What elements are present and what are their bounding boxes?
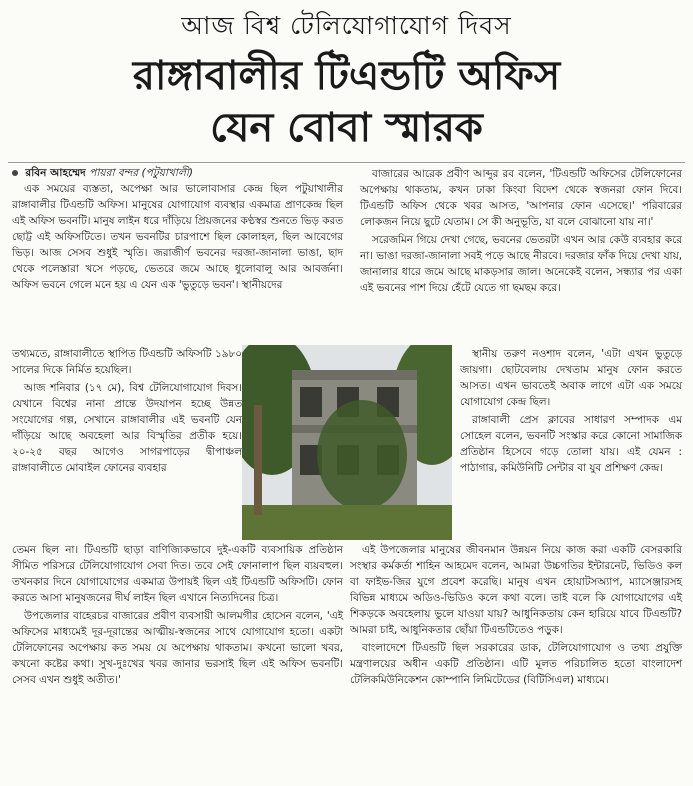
column-1-bottom	[12, 542, 343, 690]
column-1-top	[12, 181, 343, 295]
paragraph: বাংলাদেশে টিএন্ডটি ছিল সরকারের ডাক, টেলিযোগাযোগ ও তথ্য প্রযুক্তি মন্ত্রণালয়ের অধীন একটি প্রতিষ্ঠান। এটি মূলত পরিচালিত হতো বাংলাদেশ টেলিকমিউনিকেশন কোম্পানি লিমিটেডের (বিটিসিএল) মাধ্যমে।	[350, 642, 682, 686]
paragraph: সরেজমিন গিয়ে দেখা গেছে, ভবনের ভেতরটা এখন আর কেউ ব্যবহার করে না। ভাঙা দরজা-জানালা সবই পড়ে আছে নীরবে। দরজার ফাঁক দিয়ে দেখা যায়, জানালার ধারে জমে আছে মাকড়সার জাল। অনেকেই বলেন, সন্ধ্যার পর একা এই ভবনের পাশ দিয়ে হেঁটে যেতে গা ছমছম করে।	[360, 234, 682, 294]
kicker: আজ বিশ্ব টেলিযোগাযোগ দিবস	[181, 11, 512, 40]
paragraph: এক সময়ের ব্যস্ততা, অপেক্ষা আর ভালোবাসার কেন্দ্র ছিল পটুয়াখালীর রাঙ্গাবালীর টিএন্ডটি অফিস। মানুষের যোগাযোগ ব্যবস্থার একমাত্র প্রাণকেন্দ্র ছিল এই অফিস ভবনটি। মানুষ লাইন ধরে দাঁড়িয়ে প্রিয়জনের কণ্ঠস্বর শুনতে ভিড় করত ছোট্ট এই অফিসটিতে। তখন ভবনটির চারপাশে ছিল কোলাহল, ছিল আবেগের ভিড়। আজ সেসব শুধুই স্মৃতি। জরাজীর্ণ ভবনের দরজা-জানালা ভাঙা, ছাদ থেকে পলেস্তারা খসে পড়ছে, ভেতরে জমে আছে ধুলোবালু আর আবর্জনা। অফিস ভবনে গেলে মনে হয় এ যেন এক 'ভুতুড়ে ভবন'। স্থানীয়দের	[12, 183, 343, 291]
building-photo-illustration	[242, 345, 452, 540]
dateline: পায়রা বন্দর (পটুয়াখালী)	[89, 167, 193, 179]
column-1-wrap	[12, 346, 242, 478]
paragraph: এই উপজেলার মানুষের জীবনমান উন্নয়ন নিয়ে কাজ করা একটি বেসরকারি সংস্থার কর্মকর্তা শাহিন আহমেদ বলেন, আমরা উচ্চগতির ইন্টারনেট, ভিডিও কল বা ফাইভ-জির যুগে প্রবেশ করেছি। মানুষ এখন হোয়াটসঅ্যাপ, ম্যাসেঞ্জারসহ বিভিন্ন মাধ্যমে অডিও-ভিডিও কলে কথা বলে। তাই বলে কি যোগাযোগের এই শিকড়কে অবহেলায় ভুলে যাওয়া যায়? আধুনিকতায় কেন হারিয়ে যাবে টিএন্ডটি? আমরা চাই, আধুনিকতার ছোঁয়া টিএন্ডটিতেও পড়ুক।	[350, 544, 682, 636]
paragraph: তথ্যমতে, রাঙ্গাবালীতে স্থাপিত টিএন্ডটি অফিসটি ১৯৮০ সালের দিকে নির্মিত হয়েছিল।	[12, 348, 242, 376]
column-2-bottom	[350, 542, 682, 690]
paragraph: রাঙ্গাবালী প্রেস ক্লাবের সাধারণ সম্পাদক এম সোহেল বলেন, ভবনটি সংস্কার করে কোনো সামাজিক প্রতিষ্ঠান হিসেবে গড়ে তোলা যায়। এই যেমন : পাঠাগার, কমিউনিটি সেন্টার বা যুব প্রশিক্ষণ কেন্দ্র।	[460, 414, 682, 474]
paragraph: বাজারের আরেক প্রবীণ আব্দুর রব বলেন, 'টিএন্ডটি অফিসের টেলিফোনের অপেক্ষায় থাকতাম, কখন ঢাকা কিংবা বিদেশ থেকে স্বজনরা ফোন দিবে। টিএন্ডটি অফিস থেকে খবর আসত, 'আপনার ফোন এসেছে।' পরিবারের লোকজন নিয়ে ছুটে যেতাম। সে কী অনুভূতি, যা বলে বোঝানো যায় না।'	[360, 168, 682, 228]
divider	[8, 162, 685, 163]
paragraph: উপজেলার বাহেরচর বাজারের প্রবীণ ব্যবসায়ী আলমগীর হোসেন বলেন, 'এই অফিসের মাধ্যমেই দূর-দূরান্তের আত্মীয়-স্বজনের সাথে যোগাযোগ হতো। একটা টেলিফোনের অপেক্ষায় কত সময় যে অপেক্ষায় থাকতাম। কখনো ভালো খবর, কখনো কষ্টের কথা। সুখ-দুঃখের খবর জানার ভরসাই ছিল এই অফিস ভবনটি। সেসব এখন শুধুই অতীত।'	[12, 610, 343, 686]
column-2-wrap	[460, 346, 682, 478]
paragraph: স্থানীয় তরুণ নওশাদ বলেন, 'এটা এখন ভুতুড়ে জায়গা। ছোটবেলায় দেখতাম মানুষ ফোন করতে আসত। এখন ভাবতেই অবাক লাগে এটা এক সময়ে যোগাযোগ কেন্দ্র ছিল।	[460, 348, 682, 408]
author: রবিন আহম্মেদ	[25, 167, 86, 179]
headline-line-1: রাঙ্গাবালীর টিএন্ডটি অফিস	[132, 53, 561, 99]
building-photo	[242, 345, 452, 540]
column-2-top	[360, 166, 682, 298]
paragraph: তেমন ছিল না। টিএন্ডটি ছাড়া বাণিজ্যিকভাবে দুই-একটি ব্যবসায়িক প্রতিষ্ঠান সীমিত পরিসরে টেলিযোগাযোগ সেবা দিত। তবে সেই ফোনালাপ ছিল ব্যয়বহুল। তখনকার দিনে যোগাযোগের একমাত্র উপায়ই ছিল এই টিএন্ডটি অফিসটি। ফোন করতে আসা মানুষজনের দীর্ঘ লাইন ছিল এখানে নিত্যদিনের চিত্র।	[12, 544, 343, 604]
headline-line-2: যেন বোবা স্মারক	[210, 105, 483, 151]
bullet-icon	[12, 170, 18, 176]
byline	[12, 166, 342, 181]
paragraph: আজ শনিবার (১৭ মে), বিশ্ব টেলিযোগাযোগ দিবস। যেখানে বিশ্বের নানা প্রান্তে উদযাপন হচ্ছে উন্নত সংযোগের গল্প, সেখানে রাঙ্গাবালীর এই ভবনটি যেন দাঁড়িয়ে আছে অবহেলা আর বিস্মৃতির প্রতীক হয়ে। ২০-২৫ বছর আগেও সাগরপাড়ের দ্বীপাঞ্চল রাঙ্গাবালীতে মোবাইল ফোনের ব্যবহার	[12, 382, 242, 474]
